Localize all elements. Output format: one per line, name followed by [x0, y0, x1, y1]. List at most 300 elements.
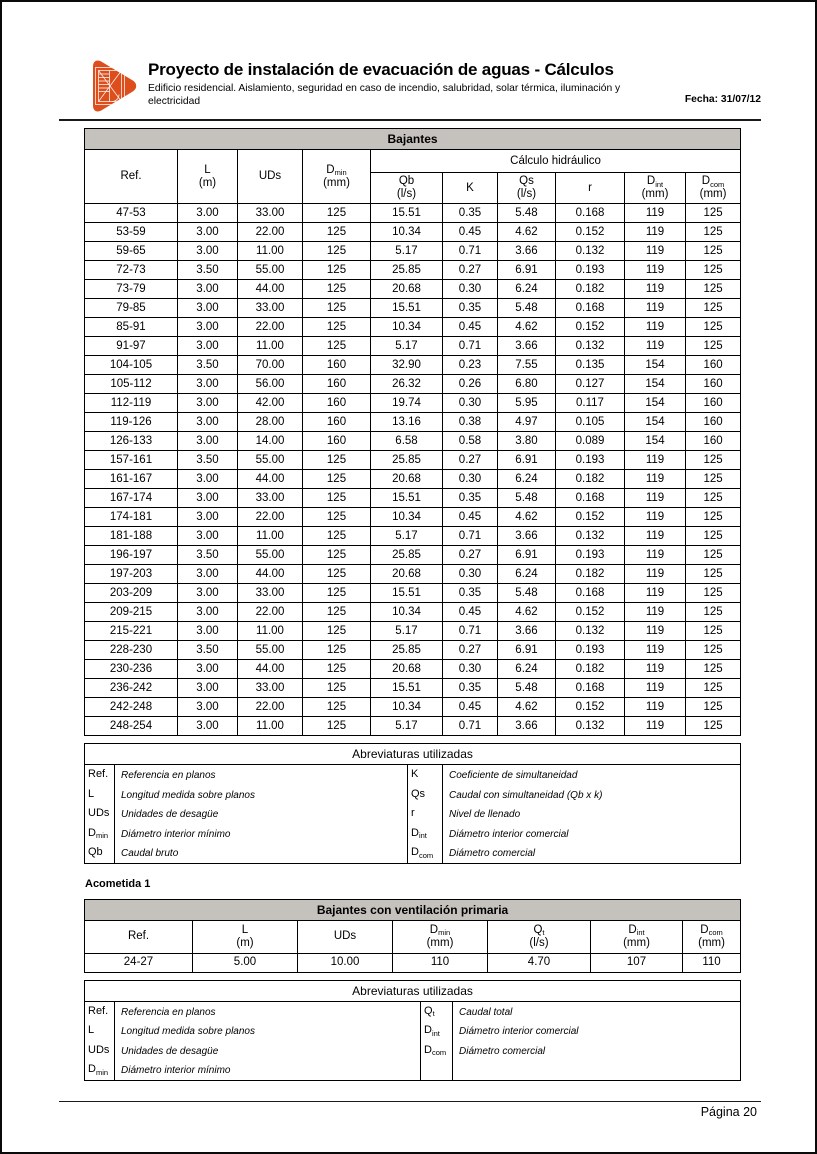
table-row [85, 299, 741, 318]
data-cell: 0.35 [443, 204, 498, 223]
data-cell: 33.00 [238, 299, 303, 318]
data-cell: 55.00 [238, 641, 303, 660]
data-cell: 0.152 [556, 698, 625, 717]
data-cell: 0.168 [556, 584, 625, 603]
abbr-cell: $D_{int}$ [408, 824, 443, 844]
column-unit: (mm) [323, 176, 350, 189]
data-cell: 15.51 [371, 204, 443, 223]
data-cell: 197-203 [85, 565, 178, 584]
abbr-description: Diámetro interior mínimo [115, 1060, 421, 1080]
data-cell: 125 [686, 280, 741, 299]
table-row [85, 413, 741, 432]
header-row [85, 150, 741, 173]
data-cell: 47-53 [85, 204, 178, 223]
data-cell: 119 [625, 451, 686, 470]
table-row [85, 261, 741, 280]
header-cell [686, 173, 741, 204]
data-cell: 33.00 [238, 679, 303, 698]
table-row [85, 641, 741, 660]
header-cell [178, 150, 238, 204]
table-row [85, 660, 741, 679]
data-cell: 0.089 [556, 432, 625, 451]
abbr-description: Referencia en planos [115, 765, 408, 785]
data-cell: 160 [686, 413, 741, 432]
header-cell [371, 173, 443, 204]
data-cell: 72-73 [85, 261, 178, 280]
column-unit: (l/s) [529, 936, 549, 949]
table-row [85, 565, 741, 584]
data-cell: 4.62 [498, 603, 556, 622]
data-cell: 6.91 [498, 261, 556, 280]
header-row [85, 920, 741, 953]
abbr-description: Diámetro comercial [443, 843, 741, 863]
data-cell: 125 [303, 641, 371, 660]
data-cell: 15.51 [371, 679, 443, 698]
data-cell: 125 [303, 204, 371, 223]
data-cell: 119 [625, 204, 686, 223]
data-cell: 33.00 [238, 489, 303, 508]
data-cell: 20.68 [371, 565, 443, 584]
data-cell: 3.50 [178, 451, 238, 470]
data-cell: 44.00 [238, 565, 303, 584]
data-cell: 160 [686, 394, 741, 413]
data-cell: 119 [625, 280, 686, 299]
data-cell: 6.91 [498, 546, 556, 565]
abbr-row [85, 1001, 741, 1021]
data-cell: 5.48 [498, 679, 556, 698]
abbr-row [85, 785, 741, 805]
data-cell: 70.00 [238, 356, 303, 375]
bajantes-table [84, 128, 741, 736]
data-cell: 154 [625, 394, 686, 413]
data-cell: 33.00 [238, 204, 303, 223]
data-cell: 5.48 [498, 204, 556, 223]
data-cell: 3.66 [498, 717, 556, 736]
data-cell: 5.17 [371, 527, 443, 546]
data-cell: 20.68 [371, 660, 443, 679]
data-cell: 6.24 [498, 470, 556, 489]
column-label: $D_{int}$ [628, 923, 645, 937]
abbr-description: Caudal con simultaneidad (Qb x k) [443, 785, 741, 805]
abbr-cell: $Q_t$ [421, 1001, 453, 1021]
data-cell: 4.62 [498, 508, 556, 527]
table-row [85, 953, 741, 972]
data-cell: 0.182 [556, 660, 625, 679]
abbr-subscript: t [432, 1009, 435, 1018]
data-cell: 5.17 [371, 717, 443, 736]
data-cell: 125 [686, 565, 741, 584]
data-cell: 3.80 [498, 432, 556, 451]
abbr-cell: $D_{min}$ [85, 1060, 115, 1080]
header-cell [591, 920, 683, 953]
column-unit: (l/s) [396, 188, 417, 200]
data-cell: 157-161 [85, 451, 178, 470]
data-cell: 125 [303, 223, 371, 242]
data-cell: 5.95 [498, 394, 556, 413]
column-label: $D_{int}$ [646, 175, 664, 189]
abbr-cell: Qs [408, 785, 443, 805]
data-cell: 3.00 [178, 584, 238, 603]
data-cell: 0.193 [556, 261, 625, 280]
column-unit: (mm) [698, 936, 725, 949]
data-cell: 107 [591, 953, 683, 972]
column-label-subscript: com [710, 179, 725, 189]
data-cell: 125 [686, 337, 741, 356]
data-cell: 0.71 [443, 622, 498, 641]
data-cell: 3.00 [178, 337, 238, 356]
abbr-cell: Qb [85, 843, 115, 863]
abbr-cell: L [85, 1021, 115, 1041]
data-cell: 125 [686, 679, 741, 698]
data-cell: 79-85 [85, 299, 178, 318]
abbr-row [85, 843, 741, 863]
data-cell: 6.24 [498, 280, 556, 299]
data-cell: 3.66 [498, 337, 556, 356]
data-cell: 3.66 [498, 527, 556, 546]
data-cell: 125 [686, 660, 741, 679]
data-cell: 0.182 [556, 565, 625, 584]
abbr-cell: $D_{int}$ [421, 1021, 453, 1041]
abbr-subscript: com [431, 1048, 447, 1057]
bajantes-ventilacion-table [84, 899, 741, 973]
header-cell [193, 920, 298, 953]
column-label: $D_{com}$ [701, 175, 725, 189]
data-cell: 154 [625, 413, 686, 432]
data-cell: 4.62 [498, 318, 556, 337]
data-cell: 5.48 [498, 489, 556, 508]
abbr-subscript: min [95, 1067, 109, 1077]
data-cell: 44.00 [238, 470, 303, 489]
table-row [85, 356, 741, 375]
data-cell: 125 [303, 546, 371, 565]
data-cell: 125 [303, 261, 371, 280]
data-cell: 160 [686, 375, 741, 394]
abbr-cell: UDs [85, 804, 115, 824]
abbr-subscript: int [418, 831, 427, 840]
data-cell: 154 [625, 356, 686, 375]
data-cell: 154 [625, 375, 686, 394]
data-cell: 125 [686, 451, 741, 470]
data-cell: 28.00 [238, 413, 303, 432]
data-cell: 0.45 [443, 603, 498, 622]
abbr-subscript: min [95, 831, 109, 840]
data-cell: 236-242 [85, 679, 178, 698]
abbr-row [85, 1021, 741, 1041]
abbr-cell: Ref. [85, 1001, 115, 1021]
data-cell: 119 [625, 641, 686, 660]
data-cell: 24-27 [85, 953, 193, 972]
data-cell: 11.00 [238, 527, 303, 546]
data-cell: 6.58 [371, 432, 443, 451]
data-cell: 5.17 [371, 622, 443, 641]
abbr-cell: L [85, 785, 115, 805]
data-cell: 125 [686, 489, 741, 508]
data-cell: 125 [686, 698, 741, 717]
data-cell: 14.00 [238, 432, 303, 451]
abbreviations-title-row [85, 980, 741, 1001]
data-cell: 0.58 [443, 432, 498, 451]
column-unit: (mm) [699, 188, 727, 200]
data-cell: 119 [625, 584, 686, 603]
data-cell: 73-79 [85, 280, 178, 299]
data-cell: 3.00 [178, 508, 238, 527]
data-cell: 181-188 [85, 527, 178, 546]
abbr-description: Diámetro interior mínimo [115, 824, 408, 844]
abbr-cell: Ref. [85, 765, 115, 785]
data-cell: 25.85 [371, 451, 443, 470]
table-row [85, 508, 741, 527]
data-cell: 0.105 [556, 413, 625, 432]
data-cell: 125 [303, 299, 371, 318]
data-cell: 10.34 [371, 603, 443, 622]
column-unit: (mm) [623, 936, 650, 949]
data-cell: 6.80 [498, 375, 556, 394]
table-row [85, 584, 741, 603]
data-cell: 7.55 [498, 356, 556, 375]
abbr-subscript: int [431, 1028, 440, 1038]
data-cell: 126-133 [85, 432, 178, 451]
data-cell: 0.30 [443, 565, 498, 584]
table-row [85, 470, 741, 489]
data-cell: 110 [683, 953, 741, 972]
data-cell: 19.74 [371, 394, 443, 413]
data-cell: 125 [303, 698, 371, 717]
column-label: $D_{min}$ [429, 923, 451, 937]
data-cell: 125 [303, 660, 371, 679]
data-cell: 104-105 [85, 356, 178, 375]
data-cell: 125 [686, 204, 741, 223]
data-cell: 44.00 [238, 280, 303, 299]
data-cell: 55.00 [238, 451, 303, 470]
data-cell: 25.85 [371, 641, 443, 660]
table-row [85, 698, 741, 717]
data-cell: 11.00 [238, 622, 303, 641]
header-cell [488, 920, 591, 953]
data-cell: 26.32 [371, 375, 443, 394]
data-cell: 0.132 [556, 527, 625, 546]
data-cell: 0.132 [556, 717, 625, 736]
data-cell: 10.34 [371, 508, 443, 527]
column-label: $D_{com}$ [700, 923, 723, 937]
data-cell: 44.00 [238, 660, 303, 679]
page-number: Página 20 [700, 1104, 757, 1119]
data-cell: 167-174 [85, 489, 178, 508]
abbr-cell: $D_{com}$ [421, 1041, 453, 1061]
data-cell: 3.00 [178, 603, 238, 622]
data-cell: 125 [303, 470, 371, 489]
page-subtitle: Edificio residencial. Aislamiento, seguridad en caso de incendio, salubridad, solar térmica, iluminación y electricidad [148, 83, 621, 107]
column-label: $D_{min}$ [326, 163, 347, 177]
abbr-description: Unidades de desagüe [115, 1041, 421, 1061]
header-text-block [148, 58, 660, 108]
header-cell [625, 173, 686, 204]
column-unit: (mm) [426, 936, 454, 949]
data-cell: 0.30 [443, 394, 498, 413]
data-cell: 5.48 [498, 584, 556, 603]
data-cell: 0.35 [443, 584, 498, 603]
data-cell: 4.62 [498, 223, 556, 242]
data-cell: 25.85 [371, 261, 443, 280]
data-cell: 91-97 [85, 337, 178, 356]
table-row [85, 394, 741, 413]
data-cell: 0.152 [556, 508, 625, 527]
table-row [85, 375, 741, 394]
data-cell: 119 [625, 508, 686, 527]
table-row [85, 527, 741, 546]
table-row [85, 432, 741, 451]
data-cell: 0.193 [556, 546, 625, 565]
data-cell: 125 [686, 508, 741, 527]
document-date: Fecha: 31/07/12 [684, 94, 761, 105]
header-cell [85, 920, 193, 953]
data-cell: 242-248 [85, 698, 178, 717]
abbr-description: Unidades de desagüe [115, 804, 408, 824]
table-row [85, 603, 741, 622]
company-logo-icon [88, 58, 138, 114]
data-cell: 0.132 [556, 242, 625, 261]
data-cell: 119 [625, 527, 686, 546]
data-cell: 125 [686, 584, 741, 603]
table-row [85, 451, 741, 470]
data-cell: 125 [686, 641, 741, 660]
data-cell: 0.152 [556, 223, 625, 242]
data-cell: 0.27 [443, 546, 498, 565]
abbr-description: Caudal bruto [115, 843, 408, 863]
data-cell: 160 [303, 375, 371, 394]
data-cell: 160 [686, 356, 741, 375]
data-cell: 119 [625, 261, 686, 280]
data-cell: 3.00 [178, 489, 238, 508]
table-row [85, 242, 741, 261]
data-cell: 11.00 [238, 242, 303, 261]
table-row [85, 679, 741, 698]
header-cell [443, 173, 498, 204]
data-cell: 119 [625, 318, 686, 337]
data-cell: 0.193 [556, 641, 625, 660]
data-cell: 3.50 [178, 546, 238, 565]
page-title: Proyecto de instalación de evacuación de aguas - Cálculos [148, 60, 614, 79]
header-cell [683, 920, 741, 953]
data-cell: 3.00 [178, 299, 238, 318]
column-unit: (l/s) [516, 188, 537, 200]
data-cell: 125 [686, 242, 741, 261]
data-cell: 110 [393, 953, 488, 972]
data-cell: 125 [686, 318, 741, 337]
data-cell: 6.91 [498, 451, 556, 470]
data-cell: 6.24 [498, 660, 556, 679]
data-cell: 161-167 [85, 470, 178, 489]
abbr-description: Diámetro interior comercial [443, 824, 741, 844]
data-cell: 119 [625, 679, 686, 698]
data-cell: 3.50 [178, 641, 238, 660]
column-label: L [241, 923, 249, 936]
abbreviations-table-2 [84, 980, 741, 1081]
data-cell: 119 [625, 223, 686, 242]
data-cell: 125 [303, 565, 371, 584]
data-cell: 125 [686, 299, 741, 318]
data-cell: 0.30 [443, 470, 498, 489]
section-heading-acometida: Acometida 1 [85, 877, 151, 890]
data-cell: 10.34 [371, 318, 443, 337]
data-cell: 56.00 [238, 375, 303, 394]
data-cell: 125 [303, 280, 371, 299]
data-cell: 0.26 [443, 375, 498, 394]
data-cell: 0.127 [556, 375, 625, 394]
data-cell: 3.66 [498, 242, 556, 261]
data-cell: 3.00 [178, 280, 238, 299]
column-unit: (m) [198, 176, 217, 189]
data-cell: 0.30 [443, 660, 498, 679]
data-cell: 0.27 [443, 261, 498, 280]
data-cell: 125 [686, 261, 741, 280]
header-cell [298, 920, 393, 953]
data-cell: 0.38 [443, 413, 498, 432]
data-cell: 22.00 [238, 698, 303, 717]
data-cell: 248-254 [85, 717, 178, 736]
data-cell: 33.00 [238, 584, 303, 603]
data-cell: 0.71 [443, 242, 498, 261]
data-cell: 5.00 [193, 953, 298, 972]
abbr-description: Coeficiente de simultaneidad [443, 765, 741, 785]
data-cell: 125 [686, 223, 741, 242]
group-header-cell: Cálculo hidráulico [371, 150, 741, 173]
data-cell: 125 [303, 584, 371, 603]
abbr-description [453, 1060, 741, 1080]
abbr-subscript: com [418, 850, 434, 860]
data-cell: 3.00 [178, 394, 238, 413]
data-cell: 3.00 [178, 223, 238, 242]
data-cell: 53-59 [85, 223, 178, 242]
data-cell: 119-126 [85, 413, 178, 432]
column-label: UDs [258, 170, 282, 182]
data-cell: 3.00 [178, 527, 238, 546]
header-cell [393, 920, 488, 953]
data-cell: 119 [625, 565, 686, 584]
data-cell: 125 [303, 679, 371, 698]
abbr-cell: r [408, 804, 443, 824]
data-cell: 174-181 [85, 508, 178, 527]
data-cell: 125 [686, 546, 741, 565]
data-cell: 125 [303, 489, 371, 508]
data-cell: 3.00 [178, 622, 238, 641]
data-cell: 125 [686, 603, 741, 622]
column-label: UDs [333, 930, 357, 942]
abbreviations-title-row [85, 744, 741, 765]
data-cell: 4.97 [498, 413, 556, 432]
abbr-cell [421, 1060, 453, 1080]
data-cell: 125 [303, 318, 371, 337]
table-row [85, 318, 741, 337]
data-cell: 22.00 [238, 508, 303, 527]
data-cell: 105-112 [85, 375, 178, 394]
data-cell: 3.50 [178, 356, 238, 375]
bajantes-title: Bajantes [85, 129, 741, 150]
data-cell: 119 [625, 717, 686, 736]
data-cell: 160 [303, 394, 371, 413]
data-cell: 160 [303, 432, 371, 451]
column-unit: (mm) [641, 188, 669, 200]
data-cell: 13.16 [371, 413, 443, 432]
header-divider [59, 119, 761, 121]
data-cell: 15.51 [371, 299, 443, 318]
data-cell: 3.00 [178, 432, 238, 451]
data-cell: 3.00 [178, 565, 238, 584]
column-label: $Q_t$ [533, 923, 545, 937]
data-cell: 5.17 [371, 242, 443, 261]
data-cell: 0.168 [556, 299, 625, 318]
table-row [85, 717, 741, 736]
table-row [85, 489, 741, 508]
